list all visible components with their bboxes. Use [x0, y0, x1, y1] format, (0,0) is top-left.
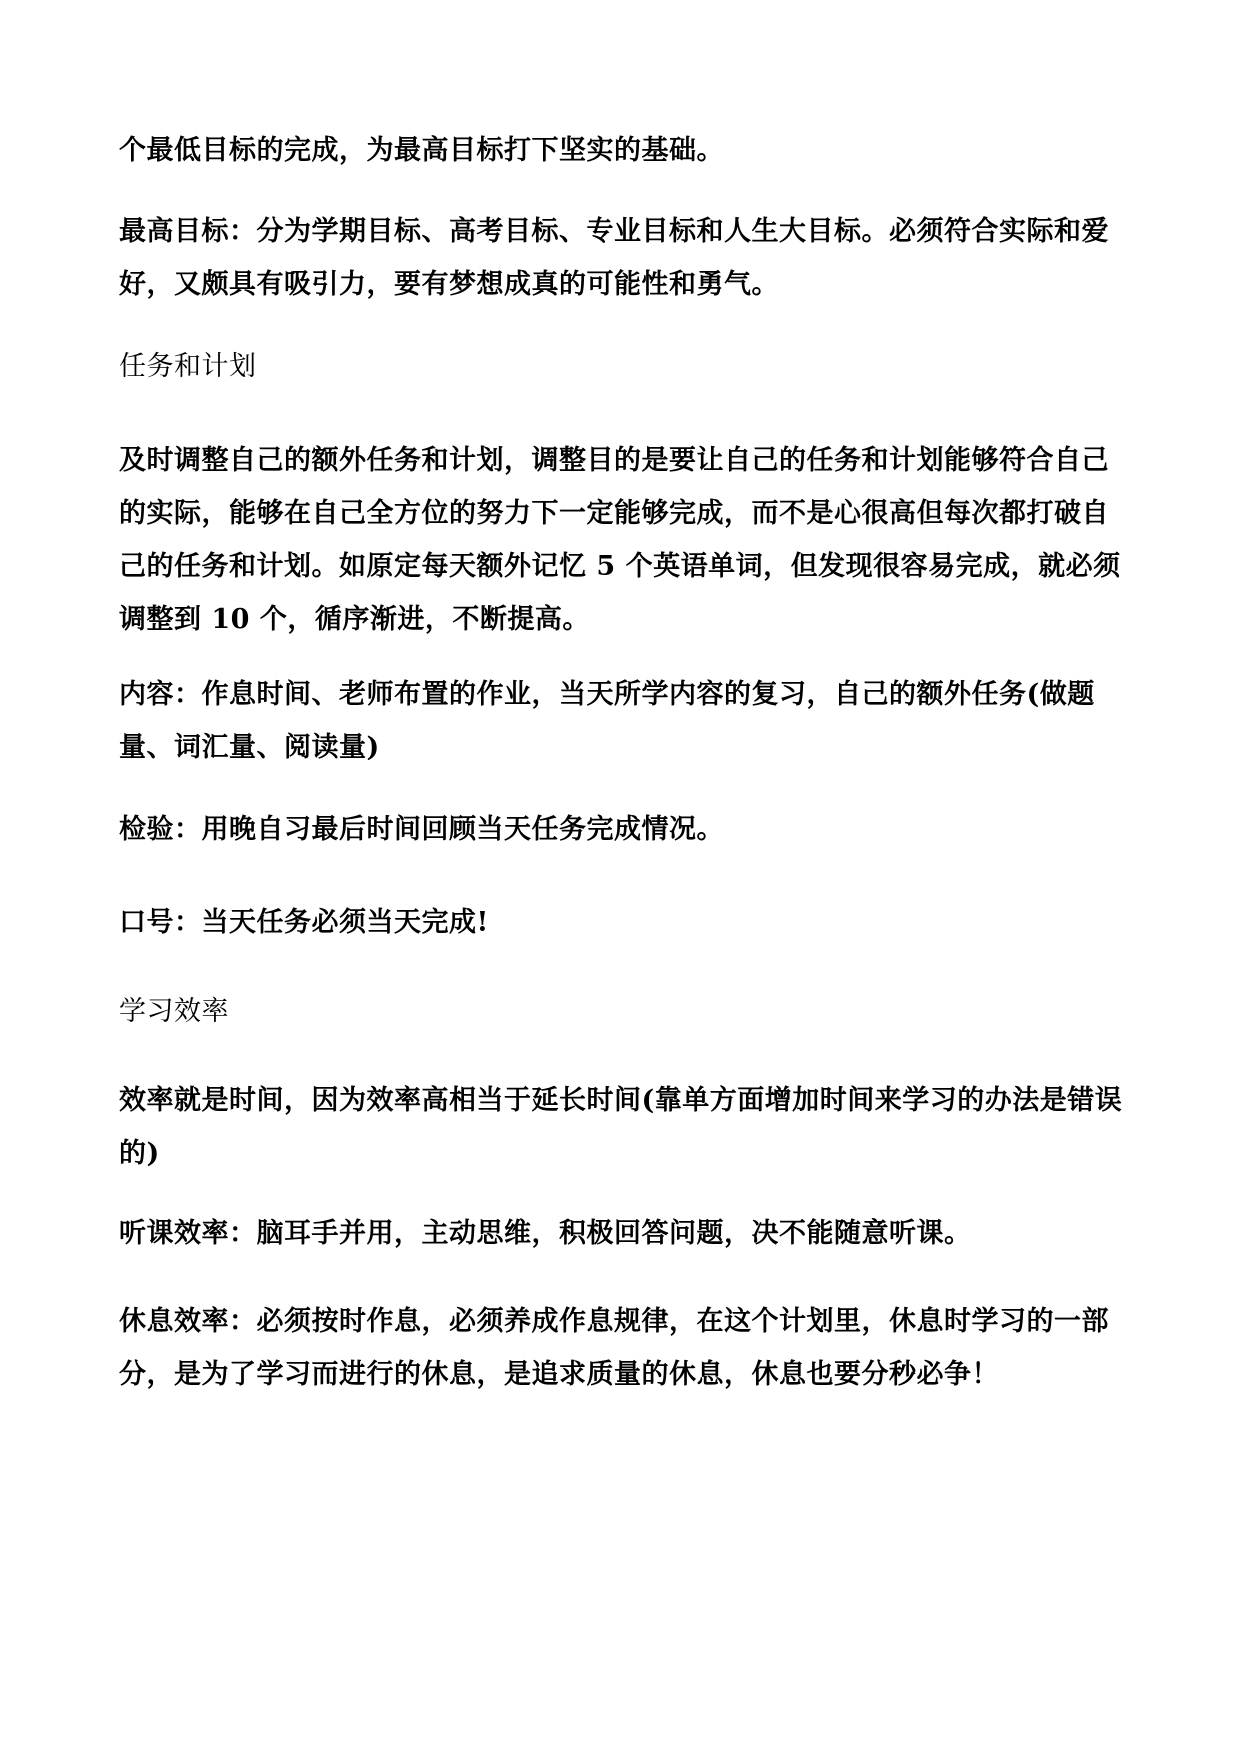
section-heading-tasks-plans: 任务和计划	[119, 351, 257, 382]
paragraph-efficiency-is-time: 效率就是时间，因为效率高相当于延长时间(靠单方面增加时间来学习的办法是错误的)	[119, 1085, 1123, 1169]
paragraph-goal-foundation: 个最低目标的完成，为最高目标打下坚实的基础。	[119, 135, 724, 166]
paragraph-listening-efficiency: 听课效率：脑耳手并用，主动思维，积极回答问题，决不能随意听课。	[119, 1218, 972, 1249]
paragraph-rest-efficiency: 休息效率：必须按时作息，必须养成作息规律，在这个计划里，休息时学习的一部分，是为了学习而进行的休息，是追求质量的休息，休息也要分秒必争！	[119, 1306, 1109, 1390]
paragraph-adjust-tasks: 及时调整自己的额外任务和计划，调整目的是要让自己的任务和计划能够符合自己的实际，能够在自己全方位的努力下一定能够完成，而不是心很高但每次都打破自己的任务和计划。如原定每天额外记忆 5 个英语单词，但发现很容易完成，就必须调整到 10 个，循序渐进，不断提高。	[119, 445, 1121, 635]
section-heading-study-efficiency: 学习效率	[119, 996, 229, 1027]
paragraph-highest-goal: 最高目标：分为学期目标、高考目标、专业目标和人生大目标。必须符合实际和爱好，又颇具有吸引力，要有梦想成真的可能性和勇气。	[119, 216, 1109, 300]
paragraph-slogan: 口号：当天任务必须当天完成!	[119, 907, 489, 938]
paragraph-check: 检验：用晚自习最后时间回顾当天任务完成情况。	[119, 814, 724, 845]
paragraph-content: 内容：作息时间、老师布置的作业，当天所学内容的复习，自己的额外任务(做题量、词汇量、阅读量)	[119, 679, 1095, 763]
